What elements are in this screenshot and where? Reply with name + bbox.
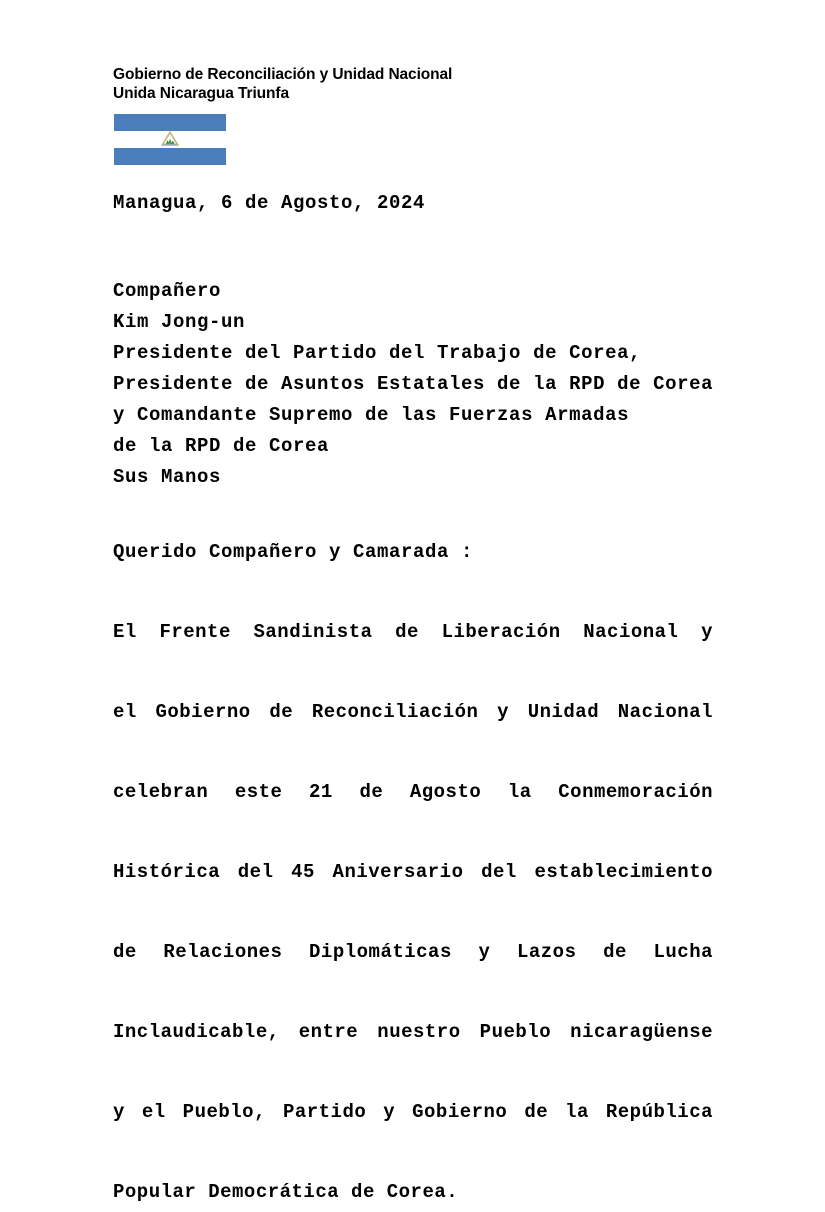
paragraph-line: el Gobierno de Reconciliación y Unidad Nacional (113, 701, 713, 723)
addressee-line: Presidente del Partido del Trabajo de Corea, (113, 342, 642, 364)
addressee-line: Compañero (113, 280, 222, 302)
letter-body (113, 190, 713, 1212)
paragraph-line: de Relaciones Diplomáticas y Lazos de Lucha (113, 941, 713, 963)
nicaragua-flag-icon (114, 114, 226, 165)
date-line: Managua, 6 de Agosto, 2024 (113, 192, 426, 214)
letterhead-line-2: Unida Nicaragua Triunfa (113, 85, 289, 102)
addressee-line: Sus Manos (113, 466, 222, 488)
addressee-block (113, 276, 713, 493)
flag-stripe-top (114, 114, 226, 131)
paragraph-line: celebran este 21 de Agosto la Conmemoración (113, 781, 713, 803)
spacer-after-salutation (113, 568, 713, 612)
paragraph-line: y el Pueblo, Partido y Gobierno de la República (113, 1101, 713, 1123)
addressee-line: de la RPD de Corea (113, 435, 330, 457)
nicaragua-coat-of-arms-icon (161, 131, 180, 148)
addressee-line: Kim Jong-un (113, 311, 246, 333)
addressee-line: y Comandante Supremo de las Fuerzas Armadas (113, 404, 630, 426)
salutation: Querido Compañero y Camarada : (113, 541, 474, 563)
body-paragraph (113, 612, 713, 1212)
flag-stripe-middle (114, 131, 226, 148)
paragraph-line: El Frente Sandinista de Liberación Nacional y (113, 621, 713, 643)
spacer-after-date (113, 216, 713, 276)
flag-stripe-bottom (114, 148, 226, 165)
addressee-line: Presidente de Asuntos Estatales de la RPD de Corea (113, 373, 714, 395)
paragraph-line: Inclaudicable, entre nuestro Pueblo nicaragüense (113, 1021, 713, 1043)
spacer-after-addressee (113, 493, 713, 537)
paragraph-line: Popular Democrática de Corea. (113, 1181, 459, 1203)
letterhead (113, 65, 753, 103)
paragraph-line: Histórica del 45 Aniversario del establecimiento (113, 861, 713, 883)
letterhead-line-1: Gobierno de Reconciliación y Unidad Nacional (113, 66, 453, 83)
